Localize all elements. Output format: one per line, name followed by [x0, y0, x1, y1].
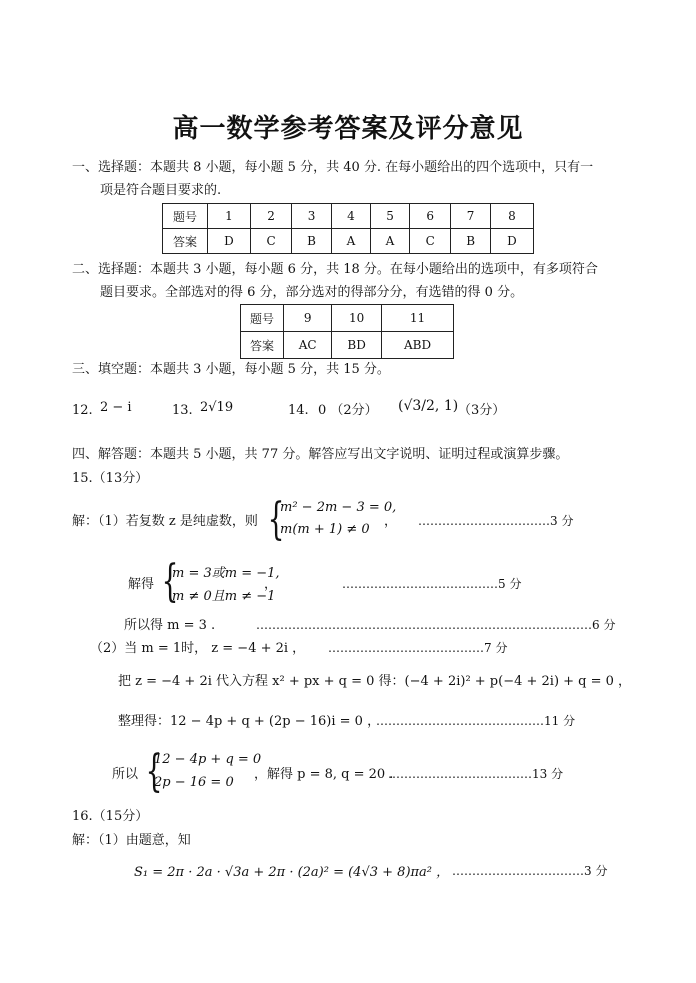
left-brace: {: [145, 746, 163, 797]
q12-answer: 2 − i: [100, 400, 132, 415]
table1-num: 3: [292, 204, 332, 229]
q15-step6-score: ……………………………………11 分: [376, 714, 576, 728]
table1-answer: B: [292, 229, 332, 254]
table1-num: 6: [410, 204, 451, 229]
section1-line1: 一、选择题：本题共 8 小题，每小题 5 分，共 40 分. 在每小题给出的四个选项中，只有一: [72, 160, 594, 175]
q15-step7-eq1: 12 − 4p + q = 0: [154, 752, 262, 767]
left-brace: {: [161, 556, 179, 607]
table1-answer: A: [370, 229, 409, 254]
table1-answer: C: [410, 229, 451, 254]
q15-step2-eq1: m = 3或m = −1,: [172, 566, 280, 581]
q15-step1-text: 解：（1）若复数 z 是纯虚数，则: [72, 514, 258, 529]
q15-step7-eq2: 2p − 16 = 0: [154, 775, 234, 790]
q16-step2-score: ……………………………3 分: [452, 864, 608, 878]
q15-step4-score: …………………………………7 分: [328, 641, 508, 655]
choice-table-2: [240, 304, 454, 359]
q15-step7-tail: ，解得 p = 8, q = 20 .: [254, 767, 394, 782]
q16-step2-text: S₁ = 2π · 2a · √3a + 2π · (2a)² = (4√3 + 8)πa² ，: [134, 865, 450, 880]
page-title: 高一数学参考答案及评分意见: [172, 114, 524, 144]
table2-num: 11: [382, 305, 454, 332]
q15-step2-eq2: m ≠ 0且m ≠ −1: [172, 589, 276, 604]
table1-answer: A: [331, 229, 370, 254]
table1-num: 2: [250, 204, 291, 229]
left-brace: {: [267, 494, 285, 545]
q16-header: 16.（15分）: [72, 809, 149, 824]
table1-num: 7: [451, 204, 491, 229]
table1-num: 5: [370, 204, 409, 229]
q15-step7-text: 所以: [112, 767, 139, 782]
table1-answer: C: [250, 229, 291, 254]
q15-step7-score: ………………………………13 分: [388, 767, 564, 781]
table1-num: 4: [331, 204, 370, 229]
q15-step4-text: （2）当 m = 1时， z = −4 + 2i ，: [90, 641, 306, 656]
q15-step1-eq1: m² − 2m − 3 = 0,: [280, 500, 397, 515]
q15-step1-eq2: m(m + 1) ≠ 0: [280, 522, 370, 537]
q15-step2-text: 解得: [128, 577, 155, 592]
q15-step6-text: 整理得：12 − 4p + q + (2p − 16)i = 0 ，: [118, 714, 381, 729]
section3-line1: 三、填空题：本题共 3 小题，每小题 5 分，共 15 分。: [72, 362, 390, 377]
q12-number: 12.: [72, 403, 93, 418]
q15-step5-text: 把 z = −4 + 2i 代入方程 x² + px + q = 0 得：(−4 + 2i)² + p(−4 + 2i) + q = 0 ，: [118, 674, 632, 689]
q16-step1-text: 解：（1）由题意，知: [72, 833, 191, 848]
q14-answer-1: 0 （2分）: [318, 403, 378, 418]
q14-number: 14.: [288, 403, 309, 418]
table1-num: 1: [208, 204, 251, 229]
choice-table-1: [162, 203, 534, 254]
table1-num: 8: [490, 204, 533, 229]
q15-step3-score: …………………………………………………………………………6 分: [256, 618, 616, 632]
table1-answer: D: [208, 229, 251, 254]
q15-header: 15.（13分）: [72, 471, 149, 486]
q15-step1-comma: ，: [384, 514, 398, 529]
q13-number: 13.: [172, 403, 193, 418]
table2-num: 9: [284, 305, 332, 332]
q14-answer-2: (√3/2, 1): [398, 398, 459, 414]
table2-answer: ABD: [382, 332, 454, 359]
q15-step2-comma: ，: [264, 577, 278, 592]
q15-step3-text: 所以得 m = 3 .: [124, 618, 216, 633]
table2-row1-label: 题号: [241, 305, 284, 332]
table1-answer: D: [490, 229, 533, 254]
q14-score-2: （3分）: [458, 403, 506, 418]
table2-num: 10: [332, 305, 382, 332]
q13-answer: 2√19: [200, 400, 234, 415]
table2-answer: AC: [284, 332, 332, 359]
section4-line1: 四、解答题：本题共 5 小题，共 77 分。解答应写出文字说明、证明过程或演算步骤。: [72, 447, 569, 462]
section1-line2: 项是符合题目要求的.: [100, 183, 222, 198]
table2-row2-label: 答案: [241, 332, 284, 359]
table1-answer: B: [451, 229, 491, 254]
table1-row1-label: 题号: [163, 204, 208, 229]
table1-row2-label: 答案: [163, 229, 208, 254]
section2-line1: 二、选择题：本题共 3 小题，每小题 6 分，共 18 分。在每小题给出的选项中，有多项符合: [72, 262, 598, 277]
q15-step2-score: …………………………………5 分: [342, 577, 522, 591]
q15-step1-score: ……………………………3 分: [418, 514, 574, 528]
section2-line2: 题目要求。全部选对的得 6 分，部分选对的得部分分，有选错的得 0 分。: [100, 285, 524, 300]
table2-answer: BD: [332, 332, 382, 359]
